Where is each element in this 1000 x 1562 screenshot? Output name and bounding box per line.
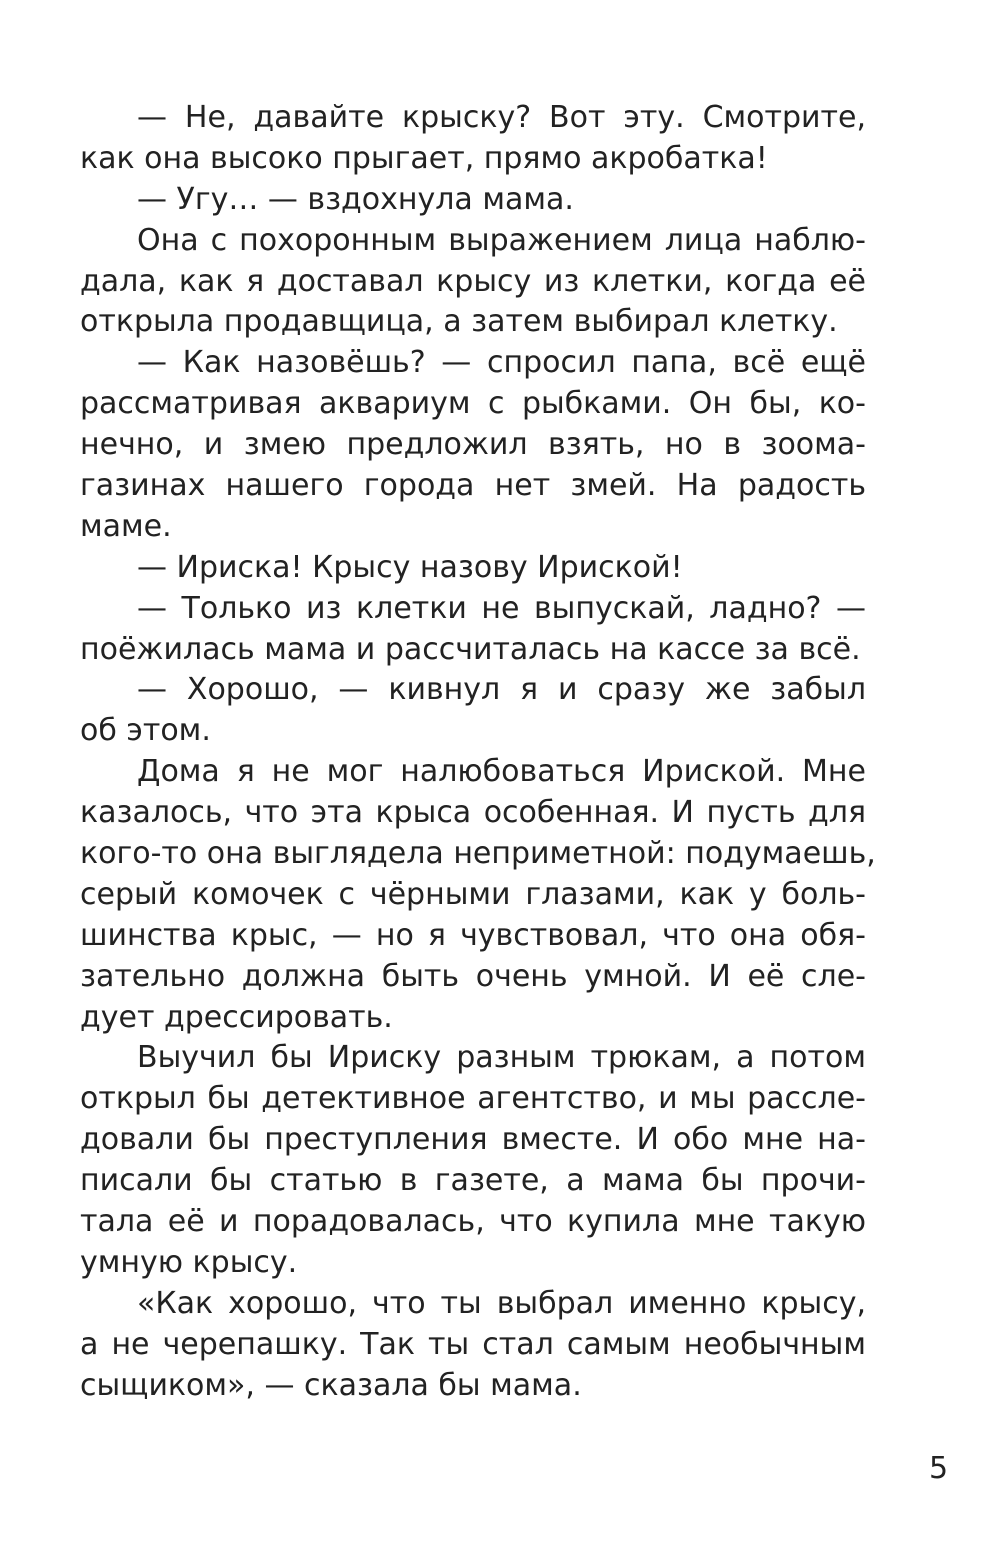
text-line: шинства крыс, — но я чувствовал, что она обя- <box>80 917 866 953</box>
text-line: поёжилась мама и рассчиталась на кассе за всё. <box>80 631 861 667</box>
paragraph <box>80 670 866 752</box>
text-line: казалось, что эта крыса особенная. И пусть для <box>80 795 866 831</box>
text-line: газинах нашего города нет змей. На радость <box>80 468 866 504</box>
paragraph <box>80 589 866 671</box>
text-line: Она с похоронным выражением лица наблю- <box>137 222 866 258</box>
text-line: как она высоко прыгает, прямо акробатка! <box>80 140 768 176</box>
text-line: маме. <box>80 508 172 544</box>
text-line: писали бы статью в газете, а мама бы прочи- <box>80 1163 866 1199</box>
text-line: «Как хорошо, что ты выбрал именно крысу, <box>137 1285 866 1321</box>
text-line: Дома я не мог налюбоваться Ириской. Мне <box>137 754 866 790</box>
page-text <box>80 98 876 1407</box>
text-line: тала её и порадовалась, что купила мне такую <box>80 1204 866 1240</box>
text-line: — Не, давайте крыску? Вот эту. Смотрите, <box>137 100 866 135</box>
text-line: а не черепашку. Так ты стал самым необычным <box>80 1326 866 1362</box>
text-line: — Только из клетки не выпускай, ладно? — <box>137 590 866 626</box>
text-line: дала, как я доставал крысу из клетки, когда её <box>80 263 866 299</box>
text-line: об этом. <box>80 713 211 749</box>
text-line: зательно должна быть очень умной. И её сле- <box>80 958 866 994</box>
text-line: довали бы преступления вместе. И обо мне на- <box>80 1122 866 1158</box>
text-line: открыл бы детективное агентство, и мы рассле- <box>80 1081 866 1117</box>
text-line: — Хорошо, — кивнул я и сразу же забыл <box>137 672 866 708</box>
text-line: серый комочек с чёрными глазами, как у боль- <box>80 876 866 912</box>
paragraph <box>80 221 866 344</box>
text-line: открыла продавщица, а затем выбирал клетку. <box>80 304 838 340</box>
paragraph <box>80 752 876 1038</box>
paragraph <box>80 1284 866 1407</box>
paragraph <box>80 548 866 589</box>
text-line: — Угу… — вздохнула мама. <box>137 181 574 217</box>
text-line: — Ириска! Крысу назову Ириской! <box>137 549 683 585</box>
text-line: — Как назовёшь? — спросил папа, всё ещё <box>137 345 866 381</box>
text-line: дует дрессировать. <box>80 999 393 1035</box>
text-line: умную крысу. <box>80 1244 298 1280</box>
paragraph <box>80 98 866 180</box>
text-line: рассматривая аквариум с рыбками. Он бы, ко- <box>80 386 866 422</box>
paragraph <box>80 1038 866 1283</box>
text-line: Выучил бы Ириску разным трюкам, а потом <box>137 1040 866 1076</box>
text-line: кого-то она выглядела неприметной: подумаешь, <box>80 836 876 872</box>
text-line: нечно, и змею предложил взять, но в зоома- <box>80 427 866 463</box>
text-line: сыщиком», — сказала бы мама. <box>80 1367 582 1403</box>
paragraph <box>80 180 866 221</box>
page-number: 5 <box>929 1451 949 1486</box>
paragraph <box>80 343 866 547</box>
